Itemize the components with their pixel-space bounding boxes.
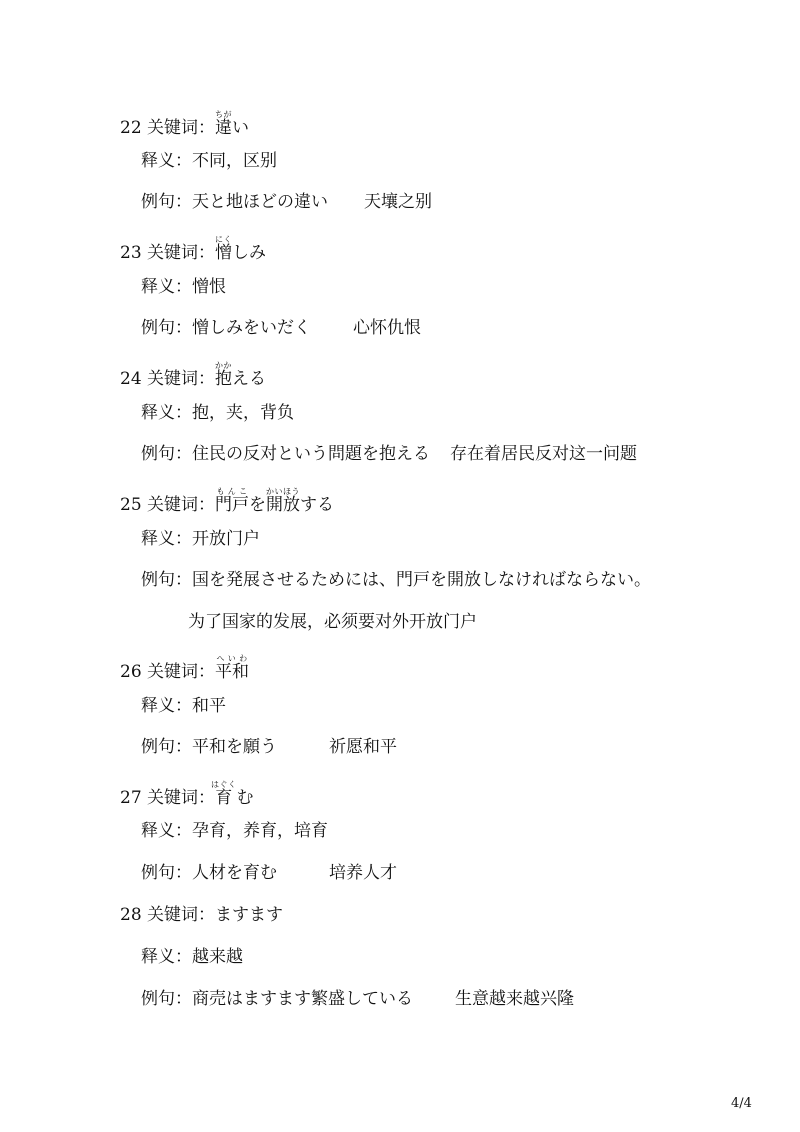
example-chinese: 生意越来越兴隆 xyxy=(455,989,574,1009)
furigana: かか xyxy=(215,361,233,370)
keyword-label: 24 关键词： xyxy=(120,369,216,389)
furigana: はぐく xyxy=(211,780,237,789)
meaning-23: 释义：憎恨 xyxy=(141,277,226,297)
furigana: にく xyxy=(215,235,233,244)
keyword-kanji-2: 開放かいほう xyxy=(266,487,301,515)
example-chinese: 天壤之别 xyxy=(364,192,432,212)
meaning-28: 释义：越来越 xyxy=(141,947,243,967)
meaning-26: 释义：和平 xyxy=(141,696,226,716)
example-japanese: 人材を育む xyxy=(192,863,277,883)
meaning-27: 释义：孕育，养育，培育 xyxy=(141,821,328,841)
furigana: もんこ xyxy=(215,487,250,496)
example-chinese: 存在着居民反对这一问题 xyxy=(450,444,637,464)
page-number: 4/4 xyxy=(731,1096,752,1111)
keyword-label: 22 关键词： xyxy=(120,118,216,138)
example-japanese: 住民の反对という問題を抱える xyxy=(192,444,430,464)
example-japanese: 憎しみをいだく xyxy=(192,318,311,338)
keyword-28 xyxy=(120,904,283,926)
keyword-25: 25 关键词：門戸もんこを開放かいほうする xyxy=(120,487,335,515)
example-25: 例句：国を発展させるためには、門戸を開放しなければならない。 xyxy=(141,570,651,590)
example-chinese: 心怀仇恨 xyxy=(353,318,421,338)
furigana: へいわ xyxy=(215,654,250,663)
keyword-label: 28 关键词： xyxy=(120,905,216,925)
furigana-2: かいほう xyxy=(266,487,301,496)
keyword-kanji: 平和へいわ xyxy=(215,654,250,682)
meaning-24: 释义：抱，夹，背负 xyxy=(141,403,294,423)
keyword-label: 23 关键词： xyxy=(120,243,216,263)
example-22: 例句：天と地ほどの違い 天壤之别 xyxy=(141,192,432,212)
keyword-kanji: 違ちが xyxy=(215,110,233,138)
keyword-22: 22 关键词：違ちがい xyxy=(120,110,250,138)
example-japanese: 平和を願う xyxy=(192,737,277,757)
example-28: 例句：商売はますます繁盛している 生意越来越兴隆 xyxy=(141,989,574,1009)
example-japanese: 商売はますます繁盛している xyxy=(192,989,413,1009)
keyword-23: 23 关键词：憎にくしみ xyxy=(120,235,267,263)
example-25-translation: 为了国家的发展，必须要对外开放门户 xyxy=(188,612,477,632)
keyword-label: 26 关键词： xyxy=(120,662,216,682)
example-24: 例句：住民の反对という問題を抱える 存在着居民反对这一问题 xyxy=(141,444,637,464)
example-chinese: 培养人才 xyxy=(329,863,397,883)
example-japanese: 国を発展させるためには、門戸を開放しなければならない。 xyxy=(192,570,651,590)
keyword-kanji: 門戸もんこ xyxy=(215,487,250,515)
keyword-kanji: 憎にく xyxy=(215,235,233,263)
keyword-26 xyxy=(120,654,249,683)
keyword-label: 25 关键词： xyxy=(120,495,216,515)
meaning-25: 释义：开放门户 xyxy=(141,529,260,549)
example-26: 例句：平和を願う 祈愿和平 xyxy=(141,737,397,757)
example-27: 例句：人材を育む 培养人才 xyxy=(141,863,397,883)
example-23: 例句：憎しみをいだく 心怀仇恨 xyxy=(141,318,421,338)
keyword-kana: ますます xyxy=(215,905,284,925)
meaning-22: 释义：不同，区别 xyxy=(141,151,277,171)
keyword-kanji: 育はぐく xyxy=(211,780,237,808)
example-chinese: 祈愿和平 xyxy=(329,737,397,757)
example-japanese: 天と地ほどの違い xyxy=(192,192,328,212)
keyword-27: 27 关键词：育はぐくむ xyxy=(120,780,254,808)
keyword-24: 24 关键词：抱かかえる xyxy=(120,361,267,389)
keyword-label: 27 关键词： xyxy=(120,788,216,808)
keyword-kanji: 抱かか xyxy=(215,361,233,389)
furigana: ちが xyxy=(215,110,233,119)
